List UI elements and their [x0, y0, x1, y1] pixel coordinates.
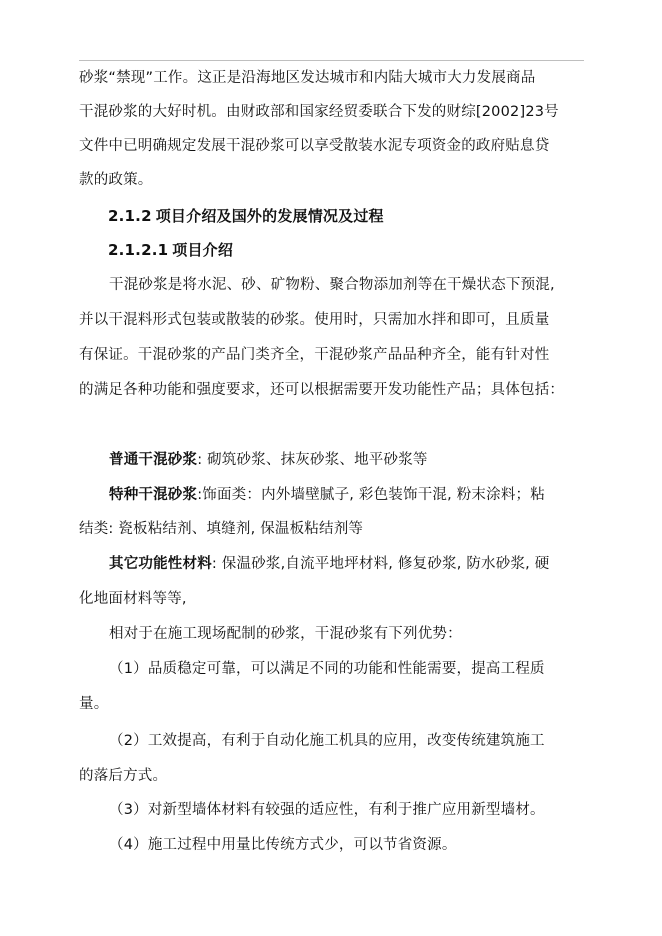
category-other [109, 554, 549, 574]
category-normal-text: : 砌筑砂浆、抹灰砂浆、地平砂浆等 [197, 452, 428, 468]
category-special-text: :饰面类：内外墙壁腻子, 彩色装饰干混, 粉末涂料；粘 [197, 487, 545, 503]
intro-line: 的满足各种功能和强度要求，还可以根据需要开发功能性产品；具体包括： [79, 382, 565, 398]
subsection-title: 项目介绍 [172, 241, 234, 259]
section-number: 2.1.2 [108, 207, 152, 225]
section-title: 项目介绍及国外的发展情况及过程 [155, 207, 384, 225]
intro-line: 并以干混料形式包装或散装的砂浆。使用时，只需加水拌和即可，且质量 [79, 312, 550, 328]
category-special-text-cont: 结类: 瓷板粘结剂、填缝剂, 保温板粘结剂等 [79, 521, 364, 537]
advantage-item: （1）品质稳定可靠，可以满足不同的功能和性能需要，提高工程质 [109, 661, 545, 677]
category-normal [109, 450, 428, 470]
intro-line: 有保证。干混砂浆的产品门类齐全，干混砂浆产品品种齐全，能有针对性 [79, 347, 550, 363]
category-other-label: 其它功能性材料 [109, 556, 212, 572]
category-normal-label: 普通干混砂浆 [109, 452, 198, 468]
section-heading [108, 206, 384, 226]
advantages-intro: 相对于在施工现场配制的砂浆，干混砂浆有下列优势： [109, 626, 462, 642]
paragraph-line: 干混砂浆的大好时机。由财政部和国家经贸委联合下发的财综[2002]23号 [79, 104, 559, 120]
category-other-text-cont: 化地面材料等等, [79, 591, 187, 607]
advantage-item: （2）工效提高，有利于自动化施工机具的应用，改变传统建筑施工 [109, 733, 545, 749]
subsection-heading [108, 240, 233, 260]
category-special [109, 485, 545, 505]
paragraph-line: 款的政策。 [79, 172, 153, 188]
intro-line: 干混砂浆是将水泥、砂、矿物粉、聚合物添加剂等在干燥状态下预混, [109, 277, 555, 293]
advantage-item: （4）施工过程中用量比传统方式少，可以节省资源。 [109, 837, 457, 853]
subsection-number: 2.1.2.1 [108, 241, 169, 259]
advantage-item-cont: 的落后方式。 [79, 768, 168, 784]
header-rule [79, 60, 584, 61]
advantage-item: （3）对新型墙体材料有较强的适应性，有利于推广应用新型墙材。 [109, 802, 545, 818]
paragraph-line: 文件中已明确规定发展干混砂浆可以享受散装水泥专项资金的政府贴息贷 [79, 138, 550, 154]
category-other-text: : 保温砂浆,自流平地坪材料, 修复砂浆, 防水砂浆, 硬 [211, 556, 550, 572]
category-special-label: 特种干混砂浆 [109, 487, 198, 503]
paragraph-line: 砂浆“禁现”工作。这正是沿海地区发达城市和内陆大城市大力发展商品 [79, 70, 536, 86]
advantage-item-cont: 量。 [79, 696, 109, 712]
